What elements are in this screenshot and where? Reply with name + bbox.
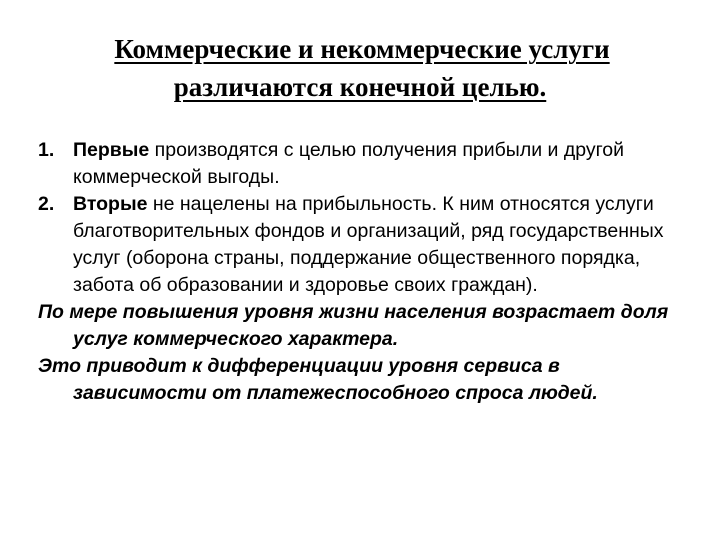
paragraph-living-standard: По мере повышения уровня жизни населения возрастает доля услуг коммерческого характера. <box>38 301 669 350</box>
slide-body <box>38 137 698 407</box>
list-text: не нацелены на прибыльность. К ним относятся услуги благотворительных фондов и организаций, ряд государственных услуг (оборона страны, поддержание общественного порядка, забота об образовании и здоровье своих граждан). <box>73 193 664 296</box>
list-item <box>38 191 698 299</box>
title-line-2: различаются конечной целью. <box>173 72 547 102</box>
list-text: производятся с целью получения прибыли и другой коммерческой выгоды. <box>73 139 624 188</box>
title-line-1: Коммерческие и некоммерческие услуги <box>114 34 610 64</box>
list-number: 1. <box>38 139 55 161</box>
slide-title <box>0 30 720 106</box>
paragraph-differentiation: Это приводит к дифференциации уровня сервиса в зависимости от платежеспособного спроса людей. <box>38 355 598 404</box>
list-number: 2. <box>38 193 55 215</box>
list-lead: Вторые <box>73 193 148 215</box>
list-lead: Первые <box>73 139 150 161</box>
list-item <box>38 137 698 191</box>
